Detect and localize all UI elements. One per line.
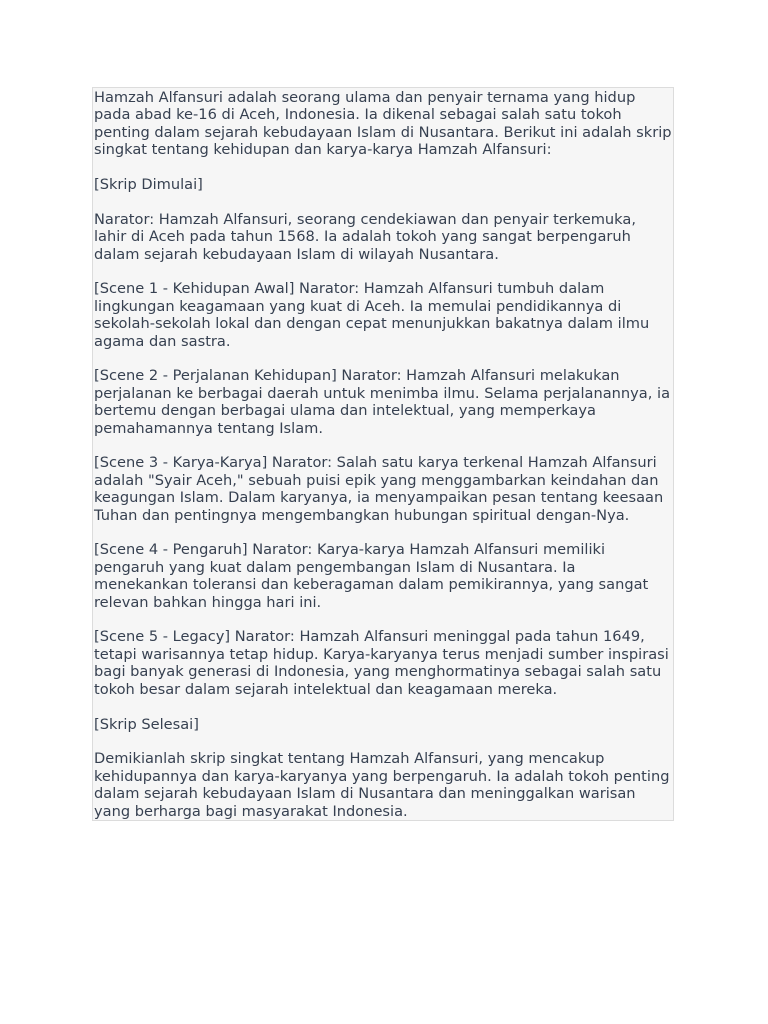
- document-text-box: [92, 87, 674, 821]
- scene-4-paragraph: [Scene 4 - Pengaruh] Narator: Karya-karya Hamzah Alfansuri memiliki pengaruh yang kuat dalam pengembangan Islam di Nusantara. Ia menekankan toleransi dan keberagaman dalam pemikirannya, yang sangat relevan bahkan hingga hari ini.: [94, 541, 649, 611]
- narrator-intro-paragraph: Narator: Hamzah Alfansuri, seorang cendekiawan dan penyair terkemuka, lahir di Aceh pada tahun 1568. Ia adalah tokoh yang sangat berpengaruh dalam sejarah kebudayaan Islam di wilayah Nusantara.: [94, 210, 636, 263]
- script-end-marker: [Skrip Selesai]: [94, 715, 199, 733]
- scene-5-paragraph: [Scene 5 - Legacy] Narator: Hamzah Alfansuri meninggal pada tahun 1649, tetapi warisannya tetap hidup. Karya-karyanya terus menjadi sumber inspirasi bagi banyak generasi di Indonesia, yang menghormatinya sebagai salah satu tokoh besar dalam sejarah intelektual dan keagamaan mereka.: [94, 628, 669, 698]
- closing-paragraph: Demikianlah skrip singkat tentang Hamzah Alfansuri, yang mencakup kehidupannya dan karya-karyanya yang berpengaruh. Ia adalah tokoh penting dalam sejarah kebudayaan Islam di Nusantara dan meninggalkan warisan yang berharga bagi masyarakat Indonesia.: [94, 750, 670, 820]
- intro-paragraph: Hamzah Alfansuri adalah seorang ulama dan penyair ternama yang hidup pada abad ke-16 di Aceh, Indonesia. Ia dikenal sebagai salah satu tokoh penting dalam sejarah kebudayaan Islam di Nusantara. Berikut ini adalah skrip singkat tentang kehidupan dan karya-karya Hamzah Alfansuri:: [94, 89, 672, 159]
- scene-2-paragraph: [Scene 2 - Perjalanan Kehidupan] Narator: Hamzah Alfansuri melakukan perjalanan ke berbagai daerah untuk menimba ilmu. Selama perjalanannya, ia bertemu dengan berbagai ulama dan intelektual, yang memperkaya pemahamannya tentang Islam.: [94, 367, 671, 437]
- script-start-marker: [Skrip Dimulai]: [94, 176, 203, 194]
- scene-3-paragraph: [Scene 3 - Karya-Karya] Narator: Salah satu karya terkenal Hamzah Alfansuri adalah "Syair Aceh," sebuah puisi epik yang menggambarkan keindahan dan keagungan Islam. Dalam karyanya, ia menyampaikan pesan tentang keesaan Tuhan dan pentingnya mengembangkan hubungan spiritual dengan-Nya.: [94, 454, 664, 524]
- scene-1-paragraph: [Scene 1 - Kehidupan Awal] Narator: Hamzah Alfansuri tumbuh dalam lingkungan keagamaan yang kuat di Aceh. Ia memulai pendidikannya di sekolah-sekolah lokal dan dengan cepat menunjukkan bakatnya dalam ilmu agama dan sastra.: [94, 280, 650, 350]
